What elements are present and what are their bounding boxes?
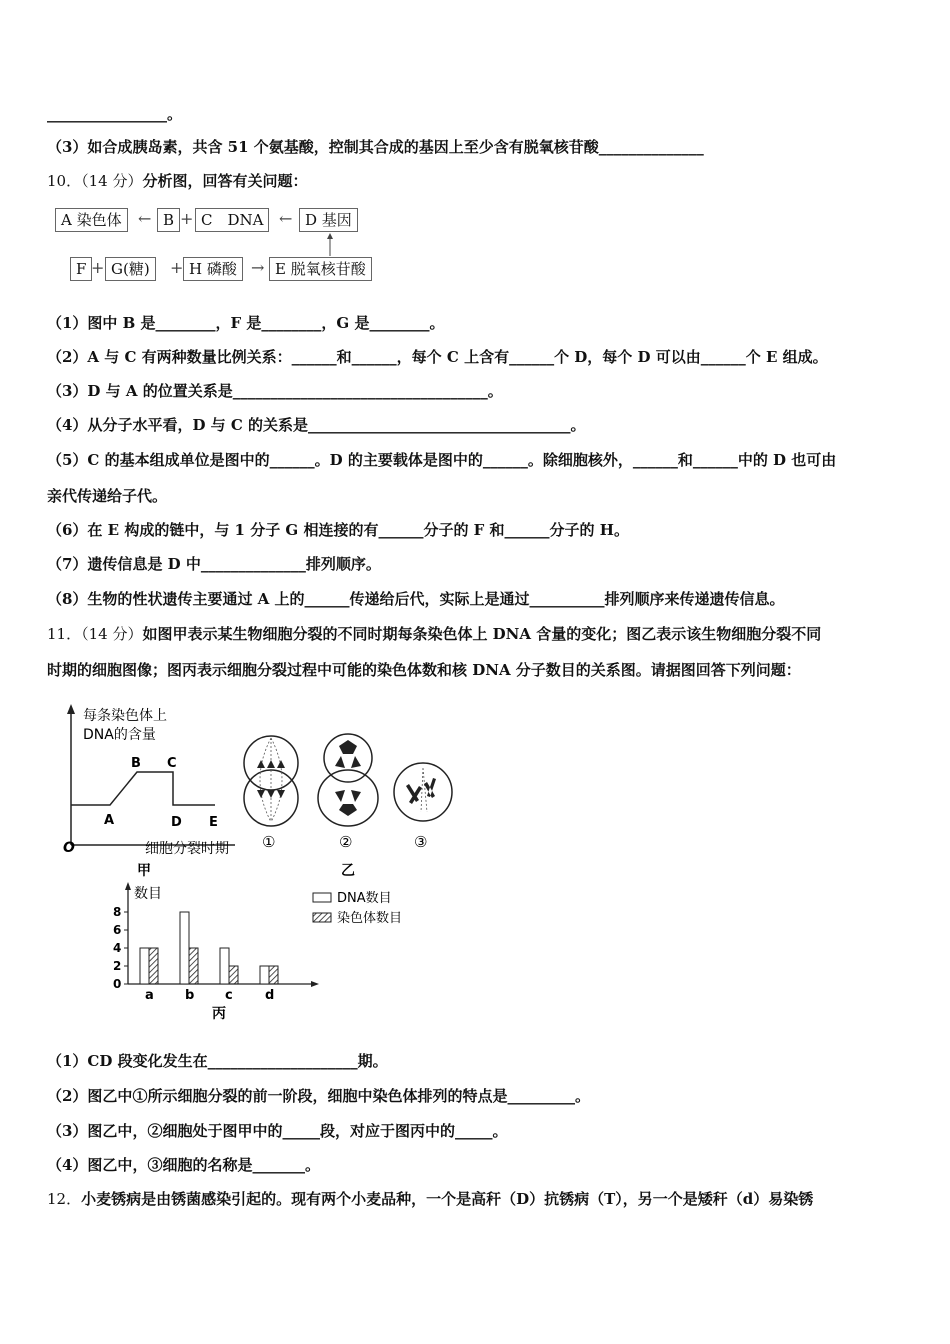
plus-1: +	[180, 209, 194, 228]
q10-stem-text: 分析图，回答有关问题：	[142, 172, 308, 190]
jia-point-b: B	[131, 756, 141, 771]
q11-stem-text-a: 如图甲表示某生物细胞分裂的不同时期每条染色体上 DNA 含量的变化；图乙表示该生物细胞分裂不同	[142, 625, 822, 643]
q10-number: 10．	[47, 172, 82, 190]
yi-cell-2	[318, 734, 378, 826]
y-tick-label-4: 4	[113, 941, 122, 955]
q11-stem-b: 时期的细胞图像；图丙表示细胞分裂过程中可能的染色体数和核 DNA 分子数目的关系图。请据图回答下列问题：	[47, 661, 801, 679]
yi-caption: 乙	[341, 863, 355, 879]
yi-label-3: ③	[414, 833, 428, 851]
q9-sub3: （3）如合成胰岛素，共含 51 个氨基酸，控制其合成的基因上至少含有脱氧核苷酸______________	[47, 138, 704, 156]
box-g: G(糖)	[105, 257, 156, 281]
q11-stem-a	[47, 624, 821, 644]
y-tick-label-2: 2	[113, 959, 122, 973]
box-a: A 染色体	[55, 208, 128, 232]
q10-sub6: （6）在 E 构成的链中，与 1 分子 G 相连接的有______分子的 F 和______分子的 H。	[47, 521, 629, 539]
arrow-left-1: ←	[138, 209, 152, 228]
q11-number: 11．	[47, 625, 82, 643]
q10-diagram	[55, 208, 395, 286]
q11-sub3: （3）图乙中，②细胞处于图甲中的_____段，对应于图丙中的_____。	[47, 1122, 508, 1140]
jia-curve	[71, 772, 215, 805]
bing-ylabel: 数目	[134, 886, 162, 902]
box-c: C DNA	[195, 208, 269, 232]
x-label-b: b	[185, 988, 195, 1003]
jia-point-e: E	[209, 815, 218, 830]
box-b: B	[157, 208, 180, 232]
q10-score: （14 分）	[81, 172, 143, 190]
bar-c-dna	[220, 948, 229, 984]
y-tick-label-0: 0	[113, 977, 122, 991]
x-label-a: a	[145, 988, 154, 1003]
legend-chromosome-label: 染色体数目	[337, 911, 403, 926]
jia-caption: 甲	[137, 863, 151, 879]
q10-sub2: （2）A 与 C 有两种数量比例关系：______和______，每个 C 上含有______个 D，每个 D 可以由______个 E 组成。	[47, 348, 828, 366]
bar-b-chromosome	[189, 948, 198, 984]
legend-chromosome-swatch	[313, 913, 331, 922]
jia-point-c: C	[167, 756, 177, 771]
jia-ylabel-2: DNA的含量	[83, 727, 156, 743]
bar-a-dna	[140, 948, 149, 984]
yi-cell-3	[394, 763, 452, 821]
q11-sub2: （2）图乙中①所示细胞分裂的前一阶段，细胞中染色体排列的特点是_________。	[47, 1087, 590, 1105]
q10-sub5b: 亲代传递给子代。	[47, 487, 168, 505]
figure-yi	[235, 730, 465, 880]
q11-sub1: （1）CD 段变化发生在____________________期。	[47, 1052, 388, 1070]
arrow-left-2: ←	[279, 209, 293, 228]
jia-origin: O	[63, 840, 75, 856]
bar-d-chromosome	[269, 966, 278, 984]
arrow-right: →	[251, 258, 265, 277]
q10-sub1: （1）图中 B 是________，F 是________，G 是________。	[47, 314, 445, 332]
bing-x-arrow-icon	[311, 981, 319, 987]
arrow-up-icon	[325, 232, 335, 256]
y-tick-label-8: 8	[113, 905, 122, 919]
q10-sub8: （8）生物的性状遗传主要通过 A 上的______传递给后代，实际上是通过__________排列顺序来传递遗传信息。	[47, 590, 785, 608]
x-label-c: c	[225, 988, 233, 1003]
y-tick-label-6: 6	[113, 923, 122, 937]
bar-a-chromosome	[149, 948, 158, 984]
jia-point-d: D	[171, 815, 182, 830]
q10-sub5a: （5）C 的基本组成单位是图中的______。D 的主要载体是图中的______。除细胞核外，______和______中的 D 也可由	[47, 451, 837, 469]
figure-bing-chart	[100, 880, 430, 1025]
bar-d-dna	[260, 966, 269, 984]
q10-sub3: （3）D 与 A 的位置关系是__________________________________。	[47, 382, 503, 400]
yi-cell-1	[244, 736, 298, 826]
box-f: F	[70, 257, 92, 281]
plus-2: +	[91, 258, 105, 277]
jia-xlabel: 细胞分裂时期	[145, 841, 229, 857]
prev-answer-line: ________________。	[47, 105, 183, 123]
bar-b-dna	[180, 912, 189, 984]
box-d: D 基因	[299, 208, 358, 232]
q12-stem	[47, 1189, 813, 1209]
plus-3: +	[170, 258, 184, 277]
bar-c-chromosome	[229, 966, 238, 984]
legend-dna-swatch	[313, 893, 331, 902]
legend-dna-label: DNA数目	[337, 891, 392, 906]
figure-jia	[55, 700, 245, 880]
q11-sub4: （4）图乙中，③细胞的名称是_______。	[47, 1156, 320, 1174]
q12-number: 12．	[47, 1190, 82, 1208]
bing-caption: 丙	[212, 1006, 226, 1022]
box-h: H 磷酸	[183, 257, 243, 281]
x-label-d: d	[265, 988, 275, 1003]
q10-sub7: （7）遗传信息是 D 中______________排列顺序。	[47, 555, 381, 573]
bing-y-arrow-icon	[125, 882, 131, 890]
yi-label-1: ①	[262, 833, 276, 851]
jia-y-arrow-icon	[67, 704, 75, 714]
jia-point-a: A	[104, 813, 115, 828]
q11-score: （14 分）	[81, 625, 143, 643]
jia-ylabel-1: 每条染色体上	[83, 708, 167, 724]
q10-sub4: （4）从分子水平看，D 与 C 的关系是___________________________________。	[47, 416, 586, 434]
box-e: E 脱氧核苷酸	[269, 257, 372, 281]
q12-text: 小麦锈病是由锈菌感染引起的。现有两个小麦品种，一个是高秆（D）抗锈病（T），另一个是矮秆（d）易染锈	[81, 1190, 814, 1208]
yi-label-2: ②	[339, 833, 353, 851]
q10-stem	[47, 171, 307, 191]
